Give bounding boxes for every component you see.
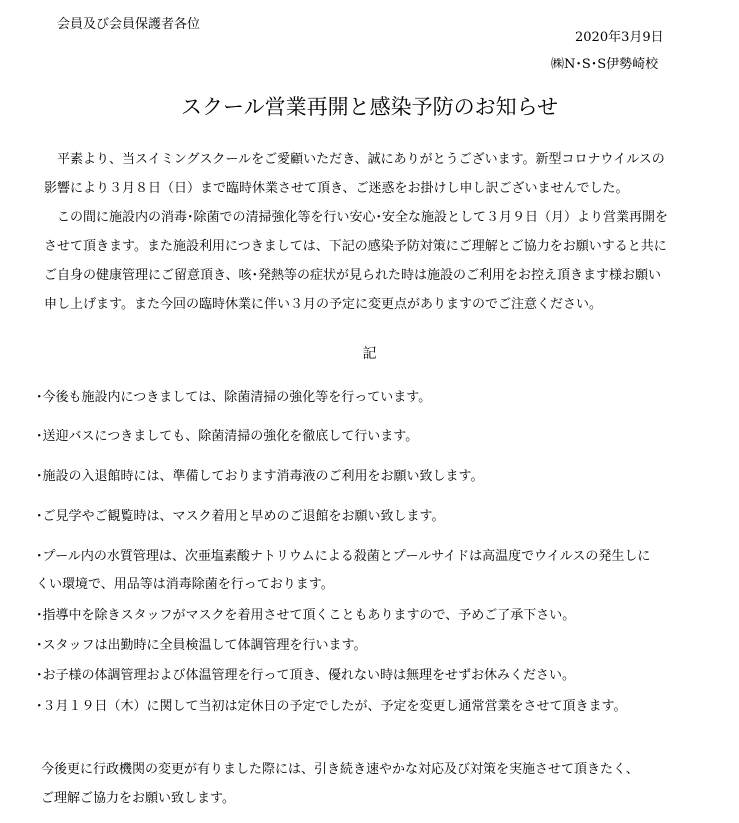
- list-item: ･スタッフは出勤時に全員検温して体調管理を行います。: [36, 638, 367, 653]
- page-title: スクール営業再開と感染予防のお知らせ: [181, 95, 558, 119]
- list-item: くい環境で、用品等は消毒除菌を行っております。: [36, 577, 334, 592]
- intro-line: この間に施設内の消毒･除菌での清掃強化等を行い安心･安全な施設として３月９日（月）より営業再開を: [44, 210, 669, 225]
- list-item: ･３月１９日（木）に関して当初は定休日の予定でしたが、予定を変更し通常営業をさせて頂きます。: [36, 699, 627, 714]
- intro-line: させて頂きます。また施設利用につきましては、下記の感染予防対策にご理解とご協力をお願いすると共に: [44, 239, 667, 254]
- intro-line: 申し上げます。また今回の臨時休業に伴い３月の予定に変更点がありますのでご注意ください。: [44, 297, 602, 312]
- ki-heading: 記: [362, 346, 377, 362]
- addressee: 会員及び会員保護者各位: [57, 17, 201, 32]
- list-item: ･送迎バスにつきましても、除菌清掃の強化を徹底して行います。: [36, 429, 419, 444]
- date: 2020年3月9日: [575, 30, 664, 45]
- closing-line: ご理解ご協力をお願い致します。: [41, 791, 235, 806]
- sender: ㈱N･S･S伊勢崎校: [551, 57, 659, 72]
- list-item: ･施設の入退館時には、準備しております消毒液のご利用をお願い致します。: [36, 469, 484, 484]
- intro-line: ご自身の健康管理にご留意頂き、咳･発熱等の症状が見られた時は施設のご利用をお控え頂きます様お願い: [44, 268, 661, 283]
- list-item: ･ご見学やご観覧時は、マスク着用と早めのご退館をお願い致します。: [36, 509, 445, 524]
- list-item: ･今後も施設内につきましては、除菌清掃の強化等を行っています。: [36, 390, 432, 405]
- closing-line: 今後更に行政機関の変更が有りました際には、引き続き速やかな対応及び対策を実施させて頂きたく、: [41, 762, 639, 777]
- intro-line: 影響により３月８日（日）まで臨時休業させて頂き、ご迷惑をお掛けし申し訳ございませんでした。: [44, 181, 629, 196]
- list-item: ･指導中を除きスタッフがマスクを着用させて頂くこともありますので、予めご了承下さい。: [36, 608, 576, 623]
- list-item: ･プール内の水質管理は、次亜塩素酸ナトリウムによる殺菌とプールサイドは高温度でウイルスの発生しに: [36, 549, 651, 564]
- intro-line: 平素より、当スイミングスクールをご愛顧いただき、誠にありがとうございます。新型コロナウイルスの: [44, 152, 665, 167]
- list-item: ･お子様の体調管理および体温管理を行って頂き、優れない時は無理をせずお休みください。: [36, 668, 575, 683]
